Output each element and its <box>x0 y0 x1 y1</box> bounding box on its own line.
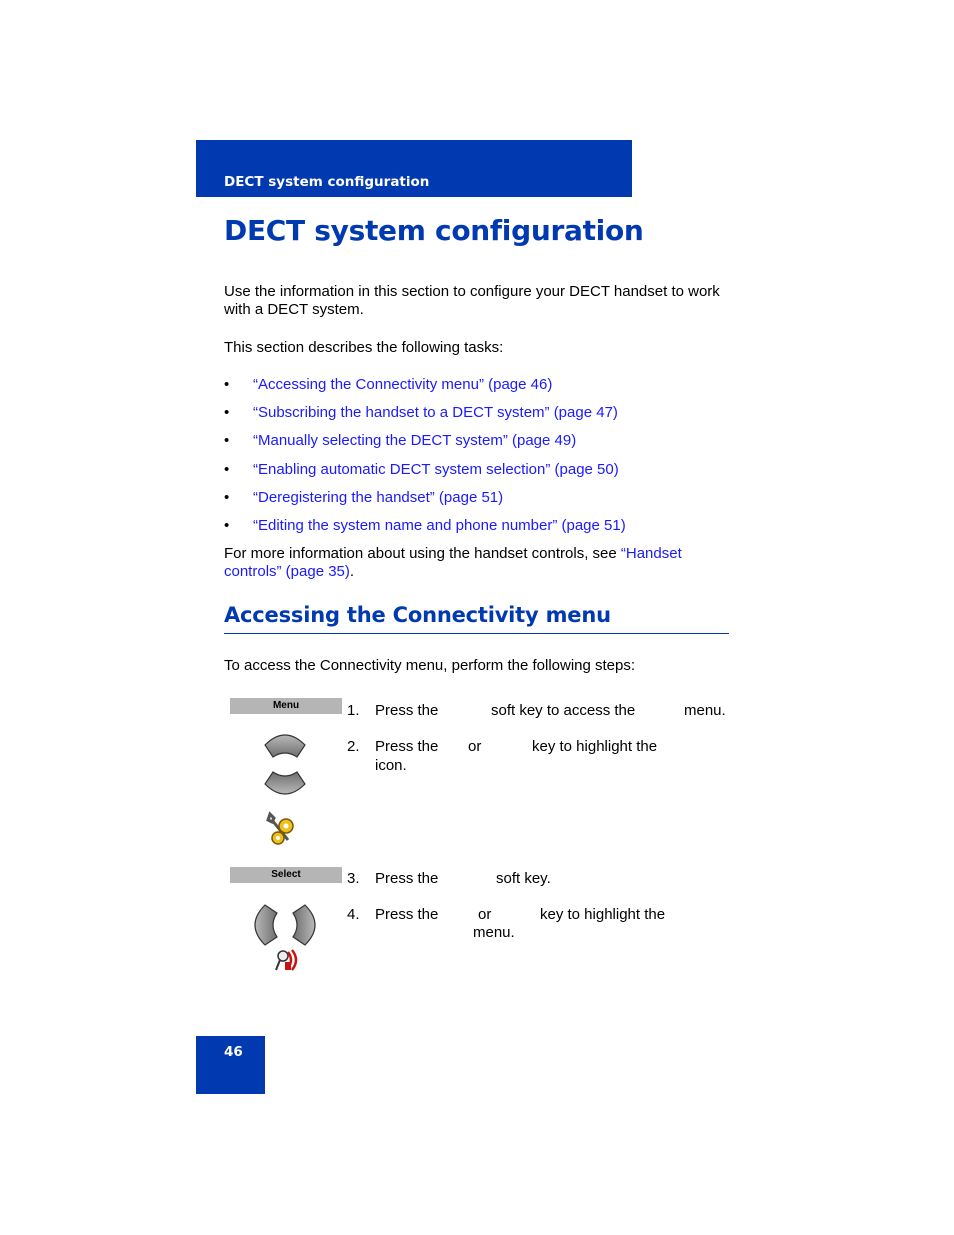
step-text: menu. <box>684 702 726 719</box>
bullet: • <box>224 488 230 506</box>
task-link[interactable]: “Deregistering the handset” (page 51) <box>253 488 504 506</box>
running-header: DECT system configuration <box>224 174 430 190</box>
page-number: 46 <box>224 1044 243 1060</box>
step-text: soft key to access the <box>491 702 636 719</box>
left-right-arrow-keys-icon <box>251 903 319 947</box>
more-info-text: For more information about using the handset controls, see <box>224 545 621 562</box>
step-text: key to highlight the <box>532 738 658 755</box>
bullet: • <box>224 432 230 450</box>
step-text: soft key. <box>496 870 551 887</box>
task-link[interactable]: “Accessing the Connectivity menu” (page 46) <box>253 376 553 393</box>
list-item <box>224 517 724 545</box>
bullet: • <box>224 460 230 478</box>
step-text: Press the <box>375 906 439 923</box>
down-arrow-key-icon <box>263 768 307 798</box>
list-item <box>224 404 724 432</box>
settings-tools-icon <box>264 810 300 848</box>
handset-controls-link[interactable]: “Handset controls” (page 35) <box>224 545 682 580</box>
list-item <box>224 489 724 517</box>
page-title: DECT system configuration <box>224 214 644 247</box>
bullet: • <box>224 404 230 422</box>
step-number: 4. <box>347 906 360 923</box>
list-item <box>224 376 724 404</box>
step-text: key to highlight the <box>540 906 666 923</box>
up-arrow-key-icon <box>263 731 307 761</box>
tasks-intro: This section describes the following tasks: <box>224 339 504 356</box>
connectivity-icon <box>274 948 302 972</box>
step-text: icon. <box>375 757 407 774</box>
task-link[interactable]: “Subscribing the handset to a DECT system” (page 47) <box>253 404 618 422</box>
step-text: or <box>468 738 482 755</box>
task-link[interactable]: “Enabling automatic DECT system selection” (page 50) <box>253 460 619 478</box>
step-text: Press the <box>375 702 439 719</box>
section-divider <box>224 633 729 634</box>
more-info-suffix: . <box>349 563 355 580</box>
section-intro: To access the Connectivity menu, perform the following steps: <box>224 657 636 674</box>
list-item <box>224 461 724 489</box>
bullet: • <box>224 376 230 393</box>
more-info-paragraph <box>224 545 724 581</box>
step-number: 3. <box>347 870 360 887</box>
section-title: Accessing the Connectivity menu <box>224 603 611 627</box>
list-item <box>224 432 724 460</box>
task-link[interactable]: “Manually selecting the DECT system” (page 49) <box>253 432 577 450</box>
bullet: • <box>224 516 230 534</box>
intro-paragraph: Use the information in this section to configure your DECT handset to work with a DECT system. <box>224 283 720 318</box>
select-softkey-graphic: Select <box>230 867 342 883</box>
step-text: Press the <box>375 870 439 887</box>
step-number: 2. <box>347 738 360 755</box>
task-list <box>224 376 724 545</box>
step-number: 1. <box>347 702 360 719</box>
step-text: or <box>478 906 492 923</box>
task-link[interactable]: “Editing the system name and phone number” (page 51) <box>253 516 626 534</box>
menu-softkey-graphic: Menu <box>230 698 342 714</box>
step-text: Press the <box>375 738 439 755</box>
step-text: menu. <box>473 924 515 941</box>
